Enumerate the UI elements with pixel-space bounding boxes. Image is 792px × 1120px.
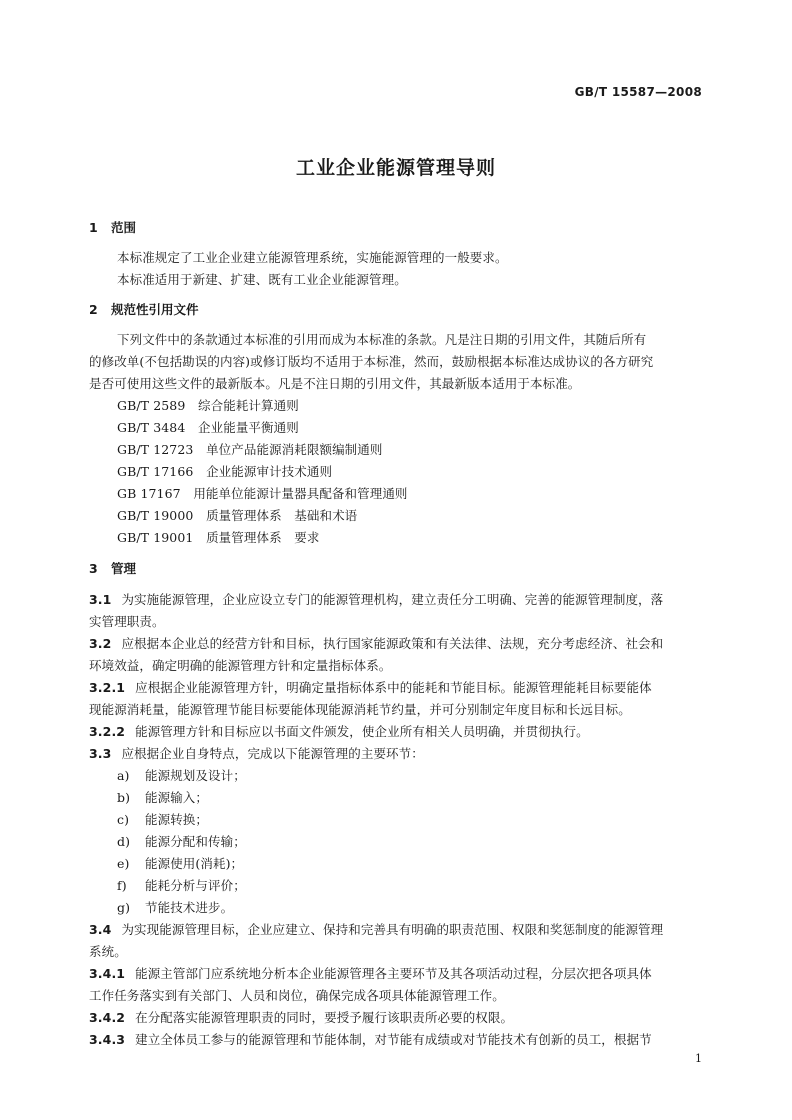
clause-3-4-2 — [89, 1008, 513, 1026]
list-text: 能耗分析与评价； — [145, 878, 246, 893]
reference-code: GB/T 3484 — [117, 420, 186, 435]
section-number: 1 — [89, 220, 98, 235]
list-item — [117, 788, 208, 806]
list-item — [117, 898, 233, 916]
section-2-heading — [89, 300, 199, 318]
reference-title: 企业能量平衡通则 — [198, 420, 299, 435]
list-marker: b) — [117, 790, 131, 805]
paragraph-line: 本标准规定了工业企业建立能源管理系统，实施能源管理的一般要求。 — [117, 250, 508, 265]
paragraph-line: 工作任务落实到有关部门、人员和岗位，确保完成各项具体能源管理工作。 — [89, 988, 505, 1003]
clause-number: 3.2.1 — [89, 680, 126, 695]
reference-code: GB/T 19000 — [117, 508, 194, 523]
list-marker: g) — [117, 900, 131, 915]
reference-title: 质量管理体系 基础和术语 — [206, 508, 358, 523]
list-item — [117, 876, 246, 894]
reference-title: 用能单位能源计量器具配备和管理通则 — [193, 486, 408, 501]
paragraph-line: 是否可使用这些文件的最新版本。凡是不注日期的引用文件，其最新版本适用于本标准。 — [89, 376, 581, 391]
clause-text: 应根据企业自身特点，完成以下能源管理的主要环节： — [121, 746, 424, 761]
list-text: 能源输入； — [145, 790, 209, 805]
clause-number: 3.3 — [89, 746, 112, 761]
reference-title: 企业能源审计技术通则 — [206, 464, 333, 479]
list-text: 节能技术进步。 — [145, 900, 234, 915]
clause-text: 为实施能源管理，企业应设立专门的能源管理机构，建立责任分工明确、完善的能源管理制度，落 — [121, 592, 664, 607]
clause-number: 3.2.2 — [89, 724, 126, 739]
section-number: 3 — [89, 561, 98, 576]
clause-number: 3.4.1 — [89, 966, 126, 981]
page-number: 1 — [695, 1052, 702, 1065]
clause-3-4-1 — [89, 964, 652, 982]
list-text: 能源分配和传输； — [145, 834, 246, 849]
paragraph-line: 现能源消耗量，能源管理节能目标要能体现能源消耗节约量，并可分别制定年度目标和长远目标。 — [89, 702, 631, 717]
paragraph-line: 环境效益，确定明确的能源管理方针和定量指标体系。 — [89, 658, 392, 673]
list-marker: e) — [117, 856, 130, 871]
list-marker: d) — [117, 834, 131, 849]
clause-number: 3.1 — [89, 592, 112, 607]
section-number: 2 — [89, 302, 98, 317]
section-1-heading — [89, 218, 136, 236]
list-text: 能源使用(消耗)； — [145, 856, 244, 871]
clause-3-1 — [89, 590, 663, 608]
reference-item — [117, 528, 319, 546]
list-text: 能源规划及设计； — [145, 768, 246, 783]
clause-text: 在分配落实能源管理职责的同时，要授予履行该职责所必要的权限。 — [135, 1010, 514, 1025]
clause-3-2 — [89, 634, 663, 652]
paragraph-line: 系统。 — [89, 944, 127, 959]
reference-code: GB 17167 — [117, 486, 181, 501]
list-marker: a) — [117, 768, 130, 783]
clause-text: 应根据本企业总的经营方针和目标，执行国家能源政策和有关法律、法规，充分考虑经济、社会和 — [121, 636, 664, 651]
section-3-heading — [89, 559, 136, 577]
document-title: 工业企业能源管理导则 — [295, 157, 496, 179]
reference-title: 综合能耗计算通则 — [198, 398, 299, 413]
list-item — [117, 810, 208, 828]
reference-item — [117, 462, 332, 480]
reference-item — [117, 506, 357, 524]
clause-3-3 — [89, 744, 424, 762]
reference-code: GB/T 12723 — [117, 442, 194, 457]
clause-number: 3.4 — [89, 922, 112, 937]
clause-3-2-2 — [89, 722, 589, 740]
list-item — [117, 854, 243, 872]
reference-code: GB/T 19001 — [117, 530, 194, 545]
list-marker: c) — [117, 812, 130, 827]
clause-number: 3.4.3 — [89, 1032, 126, 1047]
reference-item — [117, 440, 382, 458]
list-text: 能源转换； — [145, 812, 209, 827]
reference-code: GB/T 2589 — [117, 398, 186, 413]
reference-item — [117, 396, 299, 414]
list-marker: f) — [117, 878, 127, 893]
paragraph-line: 下列文件中的条款通过本标准的引用而成为本标准的条款。凡是注日期的引用文件，其随后所有 — [117, 332, 647, 347]
clause-text: 建立全体员工参与的能源管理和节能体制，对节能有成绩或对节能技术有创新的员工，根据节 — [135, 1032, 652, 1047]
paragraph-line: 实管理职责。 — [89, 614, 165, 629]
reference-code: GB/T 17166 — [117, 464, 194, 479]
clause-text: 为实现能源管理目标，企业应建立、保持和完善具有明确的职责范围、权限和奖惩制度的能源管理 — [121, 922, 664, 937]
paragraph-line: 本标准适用于新建、扩建、既有工业企业能源管理。 — [117, 272, 407, 287]
reference-title: 质量管理体系 要求 — [206, 530, 320, 545]
list-item — [117, 766, 246, 784]
reference-item — [117, 484, 408, 502]
section-title: 规范性引用文件 — [111, 302, 199, 317]
reference-title: 单位产品能源消耗限额编制通则 — [206, 442, 383, 457]
list-item — [117, 832, 246, 850]
section-title: 范围 — [111, 220, 137, 235]
clause-text: 应根据企业能源管理方针，明确定量指标体系中的能耗和节能目标。能源管理能耗目标要能体 — [135, 680, 652, 695]
clause-number: 3.4.2 — [89, 1010, 126, 1025]
clause-text: 能源管理方针和目标应以书面文件颁发，使企业所有相关人员明确，并贯彻执行。 — [135, 724, 589, 739]
clause-3-4 — [89, 920, 663, 938]
paragraph-line: 的修改单(不包括勘误的内容)或修订版均不适用于本标准，然而，鼓励根据本标准达成协议的各方研究 — [89, 354, 654, 369]
clause-number: 3.2 — [89, 636, 112, 651]
standard-code: GB/T 15587—2008 — [574, 85, 702, 99]
section-title: 管理 — [111, 561, 137, 576]
reference-item — [117, 418, 299, 436]
clause-3-2-1 — [89, 678, 652, 696]
clause-text: 能源主管部门应系统地分析本企业能源管理各主要环节及其各项活动过程，分层次把各项具体 — [135, 966, 652, 981]
clause-3-4-3 — [89, 1030, 652, 1048]
